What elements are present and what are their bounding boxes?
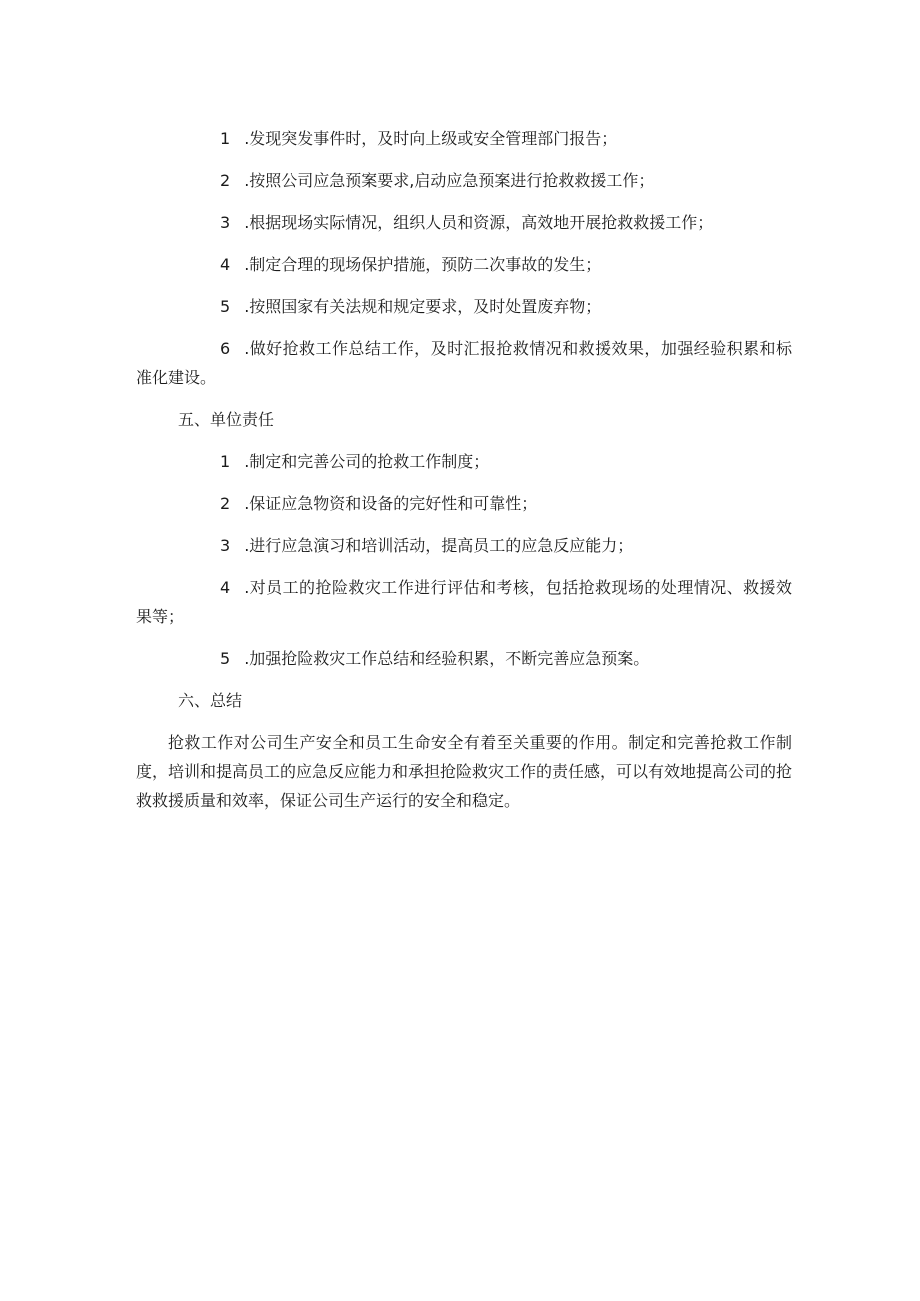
list-item-text: .根据现场实际情况，组织人员和资源，高效地开展抢救救援工作；	[244, 213, 714, 232]
list-item-number: 2	[220, 494, 231, 513]
list-item-number: 3	[220, 536, 231, 555]
summary-paragraph: 抢救工作对公司生产安全和员工生命安全有着至关重要的作用。制定和完善抢救工作制度，培训和提高员工的应急反应能力和承担抢险救灾工作的责任感，可以有效地提高公司的抢救救援质量和效率，保证公司生产运行的安全和稳定。	[136, 733, 793, 810]
list-item	[136, 250, 792, 279]
list-item-number: 3	[220, 213, 231, 232]
list-item-text: .对员工的抢险救灾工作进行评估和考核，包括抢救现场的处理情况、救援效果等；	[136, 578, 792, 626]
list-item	[136, 334, 792, 392]
list-item	[136, 124, 792, 153]
document-body	[136, 124, 792, 815]
list-item	[136, 531, 792, 560]
list-item-number: 4	[220, 578, 231, 597]
list-item-text: .发现突发事件时，及时向上级或安全管理部门报告；	[244, 129, 618, 148]
list-item-text: .制定和完善公司的抢救工作制度；	[244, 452, 490, 471]
list-item-text: .进行应急演习和培训活动，提高员工的应急反应能力；	[244, 536, 634, 555]
list-item-number: 1	[220, 129, 231, 148]
section-heading-summary: 六、总结	[178, 691, 243, 710]
list-item-text: .保证应急物资和设备的完好性和可靠性；	[244, 494, 538, 513]
list-item-number: 1	[220, 452, 231, 471]
list-item-text: .按照公司应急预案要求,启动应急预案进行抢救救援工作；	[244, 171, 655, 190]
list-item	[136, 166, 792, 195]
list-item	[136, 573, 792, 631]
list-item	[136, 644, 792, 673]
list-item-number: 6	[220, 339, 231, 358]
list-item-number: 2	[220, 171, 231, 190]
list-item-text: .做好抢救工作总结工作，及时汇报抢救情况和救援效果，加强经验积累和标准化建设。	[136, 339, 792, 387]
list-item-text: .加强抢险救灾工作总结和经验积累，不断完善应急预案。	[244, 649, 650, 668]
list-item	[136, 292, 792, 321]
list-item	[136, 447, 792, 476]
list-item-text: .按照国家有关法规和规定要求，及时处置废弃物；	[244, 297, 602, 316]
list-item-number: 4	[220, 255, 231, 274]
list-item-number: 5	[220, 649, 231, 668]
list-item-number: 5	[220, 297, 231, 316]
section-heading-responsibilities: 五、单位责任	[178, 410, 275, 429]
list-item	[136, 208, 792, 237]
list-item-text: .制定合理的现场保护措施，预防二次事故的发生；	[244, 255, 602, 274]
list-item	[136, 489, 792, 518]
